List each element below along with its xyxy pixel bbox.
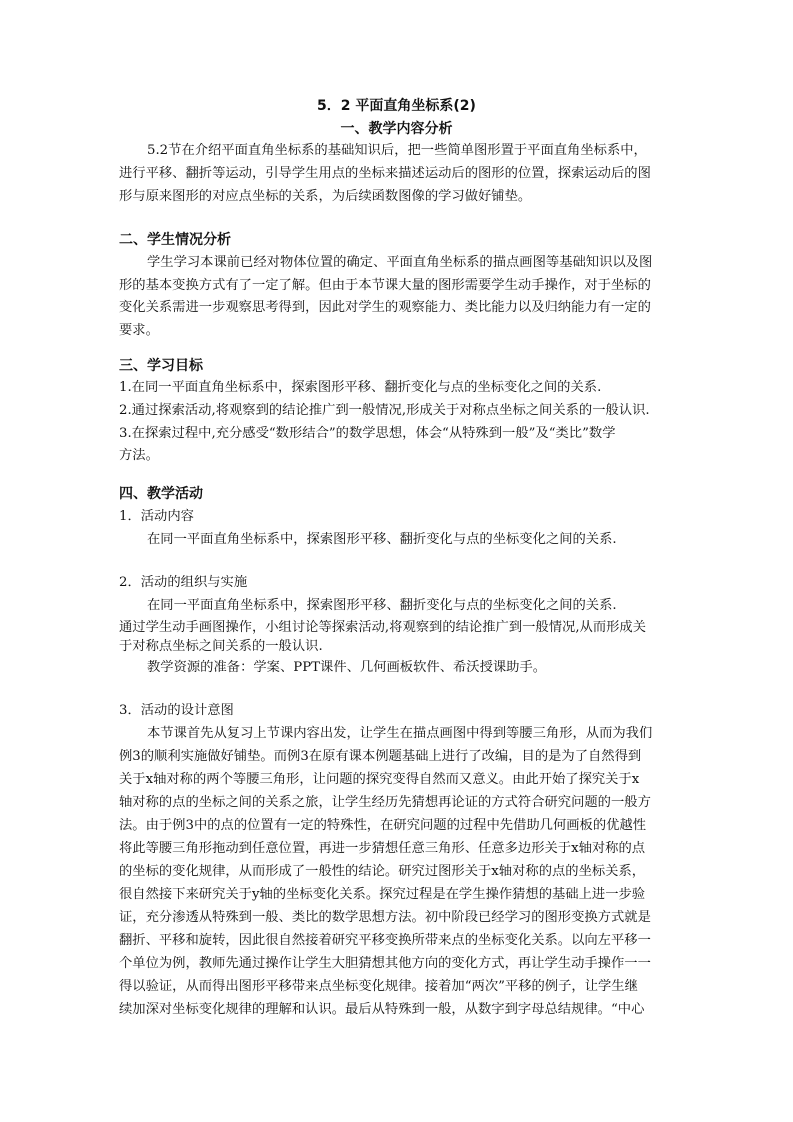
paragraph-line: 5.2节在介绍平面直角坐标系的基础知识后，把一些简单图形置于平面直角坐标系中， bbox=[147, 143, 647, 158]
paragraph-line: 形的基本变换方式有了一定了解。但由于本节课大量的图形需要学生动手操作，对于坐标的 bbox=[119, 278, 651, 293]
paragraph-line: 的坐标的变化规律，从而形成了一般性的结论。研究过图形关于x轴对称的点的坐标关系， bbox=[119, 864, 646, 879]
paragraph-line: 于对称点坐标之间关系的一般认识. bbox=[119, 639, 323, 654]
paragraph-line: 关于x轴对称的两个等腰三角形，让问题的探究变得自然而又意义。由此开始了探究关于x bbox=[119, 772, 640, 787]
section-heading-content-analysis: 一、教学内容分析 bbox=[340, 121, 453, 137]
subsection-heading-organization: 2．活动的组织与实施 bbox=[119, 575, 248, 590]
paragraph-line: 例3的顺利实施做好铺垫。而例3在原有课本例题基础上进行了改编，目的是为了自然得到 bbox=[119, 749, 642, 764]
paragraph-line: 在同一平面直角坐标系中，探索图形平移、翻折变化与点的坐标变化之间的关系. bbox=[147, 598, 617, 613]
section-heading-student-analysis: 二、学生情况分析 bbox=[119, 232, 231, 248]
paragraph-line: 翻折、平移和旋转，因此很自然接着研究平移变换所带来点的坐标变化关系。以向左平移一 bbox=[119, 933, 651, 948]
paragraph-line: 法。由于例3中的点的位置有一定的特殊性，在研究问题的过程中先借助几何画板的优越性 bbox=[119, 818, 647, 833]
section-heading-learning-goals: 三、学习目标 bbox=[119, 358, 203, 374]
paragraph-line: 进行平移、翻折等运动，引导学生用点的坐标来描述运动后的图形的位置，探索运动后的图 bbox=[119, 166, 651, 181]
paragraph-line: 个单位为例，教师先通过操作让学生大胆猜想其他方向的变化方式，再让学生动手操作一一 bbox=[119, 956, 651, 971]
goal-line: 2.通过探索活动,将观察到的结论推广到一般情况,形成关于对称点坐标之间关系的一般认识. bbox=[119, 403, 650, 418]
paragraph-line: 教学资源的准备：学案、PPT课件、几何画板软件、希沃授课助手。 bbox=[147, 660, 547, 675]
paragraph-line: 形与原来图形的对应点坐标的关系，为后续函数图像的学习做好铺垫。 bbox=[119, 189, 532, 204]
paragraph-line: 轴对称的点的坐标之间的关系之旅，让学生经历先猜想再论证的方式符合研究问题的一般方 bbox=[119, 795, 651, 810]
paragraph-line: 要求。 bbox=[119, 323, 159, 338]
subsection-heading-design-intent: 3．活动的设计意图 bbox=[119, 703, 234, 718]
paragraph-line: 续加深对坐标变化规律的理解和认识。最后从特殊到一般，从数字到字母总结规律。“中心 bbox=[119, 1002, 645, 1017]
document-title: 5．2 平面直角坐标系(2) bbox=[317, 98, 476, 114]
goal-line: 1.在同一平面直角坐标系中，探索图形平移、翻折变化与点的坐标变化之间的关系. bbox=[119, 380, 602, 395]
paragraph-line: 学生学习本课前已经对物体位置的确定、平面直角坐标系的描点画图等基础知识以及图 bbox=[147, 255, 653, 270]
paragraph-line: 很自然接下来研究关于y轴的坐标变化关系。探究过程是在学生操作猜想的基础上进一步验 bbox=[119, 887, 646, 902]
goal-line: 方法。 bbox=[119, 448, 159, 463]
goal-line: 3.在探索过程中,充分感受“数形结合”的数学思想，体会“从特殊到一般”及“类比”数学 bbox=[119, 426, 616, 441]
subsection-heading-activity-content: 1．活动内容 bbox=[119, 509, 194, 524]
section-heading-teaching-activities: 四、教学活动 bbox=[119, 486, 203, 502]
paragraph-line: 变化关系需进一步观察思考得到，因此对学生的观察能力、类比能力以及归纳能力有一定的 bbox=[119, 300, 651, 315]
paragraph-line: 得以验证，从而得出图形平移带来点坐标变化规律。接着加“两次”平移的例子，让学生继 bbox=[119, 979, 638, 994]
paragraph-line: 将此等腰三角形拖动到任意位置，再进一步猜想任意三角形、任意多边形关于x轴对称的点 bbox=[119, 841, 646, 856]
paragraph-line: 本节课首先从复习上节课内容出发，让学生在描点画图中得到等腰三角形，从而为我们 bbox=[147, 726, 653, 741]
paragraph-line: 通过学生动手画图操作，小组讨论等探索活动,将观察到的结论推广到一般情况,从而形成关 bbox=[119, 620, 647, 635]
paragraph-line: 在同一平面直角坐标系中，探索图形平移、翻折变化与点的坐标变化之间的关系. bbox=[147, 532, 617, 547]
paragraph-line: 证，充分渗透从特殊到一般、类比的数学思想方法。初中阶段已经学习的图形变换方式就是 bbox=[119, 910, 651, 925]
